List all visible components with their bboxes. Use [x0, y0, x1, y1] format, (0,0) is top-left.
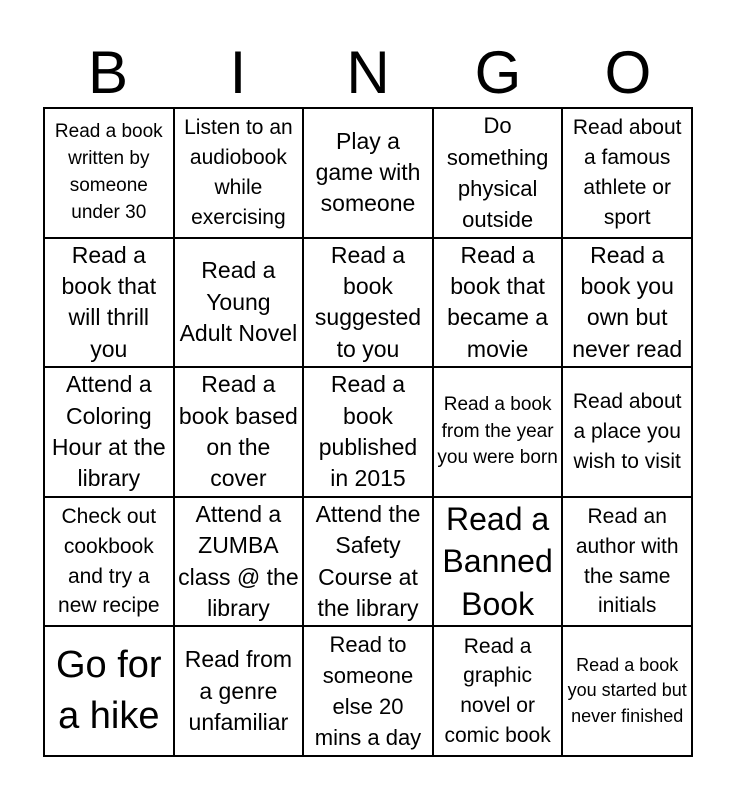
bingo-cell[interactable] — [433, 238, 563, 368]
bingo-cell[interactable] — [44, 497, 174, 627]
bingo-cell-text: Read to someone else 20 mins a day — [314, 631, 422, 751]
bingo-cell[interactable] — [562, 626, 692, 756]
header-letter-b: B — [87, 39, 129, 106]
bingo-cell[interactable] — [44, 238, 174, 368]
bingo-cell-text: Read a book based on the cover — [178, 371, 298, 492]
bingo-cell-text: Read an author with the same initials — [575, 504, 679, 618]
bingo-cell-text: Read about a place you wish to visit — [572, 390, 682, 473]
bingo-cell-text: Do something physical outside — [446, 113, 549, 233]
bingo-cell-text: Attend a Coloring Hour at the library — [51, 371, 166, 492]
bingo-cell[interactable] — [44, 367, 174, 497]
bingo-cell[interactable] — [303, 497, 433, 627]
bingo-cell[interactable] — [433, 497, 563, 627]
bingo-cell[interactable] — [174, 497, 304, 627]
bingo-cell-text: Read a graphic novel or comic book — [444, 634, 551, 747]
bingo-cell[interactable] — [303, 108, 433, 238]
bingo-cell-text: Go for a hike — [55, 643, 162, 738]
bingo-cell-text: Read a book written by someone under 30 — [54, 120, 163, 223]
bingo-cell[interactable] — [174, 626, 304, 756]
bingo-cell[interactable] — [562, 367, 692, 497]
header-letter-i: I — [229, 39, 247, 106]
bingo-cell[interactable] — [303, 367, 433, 497]
bingo-cell-text: Play a game with someone — [315, 127, 421, 217]
bingo-cell-text: Read a book you own but never read — [572, 241, 683, 362]
bingo-cell[interactable] — [303, 626, 433, 756]
bingo-cell[interactable] — [174, 108, 304, 238]
bingo-cell-text: Read a book that became a movie — [447, 241, 549, 362]
bingo-cell-text: Read from a genre unfamiliar — [184, 646, 293, 735]
bingo-cell-text: Read a book suggested to you — [314, 241, 422, 362]
bingo-cell-text: Read about a famous athlete or sport — [572, 116, 682, 229]
bingo-header — [43, 40, 693, 106]
bingo-cell-text: Read a book that will thrill you — [61, 241, 157, 362]
bingo-cell-text: Attend the Safety Course at the library — [315, 501, 421, 621]
bingo-cell-text: Read a Banned Book — [442, 501, 553, 622]
bingo-cell[interactable] — [174, 238, 304, 368]
header-letter-n: N — [346, 39, 390, 106]
bingo-cell[interactable] — [44, 108, 174, 238]
bingo-cell[interactable] — [433, 108, 563, 238]
bingo-cell[interactable] — [562, 238, 692, 368]
bingo-card-grid — [43, 107, 693, 757]
bingo-cell-text: Attend a ZUMBA class @ the library — [178, 501, 299, 621]
bingo-cell[interactable] — [433, 367, 563, 497]
bingo-cell-text: Check out cookbook and try a new recipe — [58, 504, 160, 618]
bingo-cell[interactable] — [303, 238, 433, 368]
header-letter-g: G — [474, 39, 522, 106]
bingo-cell[interactable] — [562, 108, 692, 238]
bingo-cell[interactable] — [174, 367, 304, 497]
header-letter-o: O — [604, 39, 652, 106]
bingo-cell-text: Read a book you started but never finished — [567, 654, 687, 726]
bingo-cell-text: Listen to an audiobook while exercising — [184, 116, 293, 229]
bingo-cell-text: Read a Young Adult Novel — [179, 257, 298, 347]
bingo-cell[interactable] — [44, 626, 174, 756]
bingo-cell-text: Read a book from the year you were born — [437, 393, 558, 469]
bingo-cell[interactable] — [433, 626, 563, 756]
bingo-cell[interactable] — [562, 497, 692, 627]
bingo-cell-text: Read a book published in 2015 — [318, 371, 418, 492]
